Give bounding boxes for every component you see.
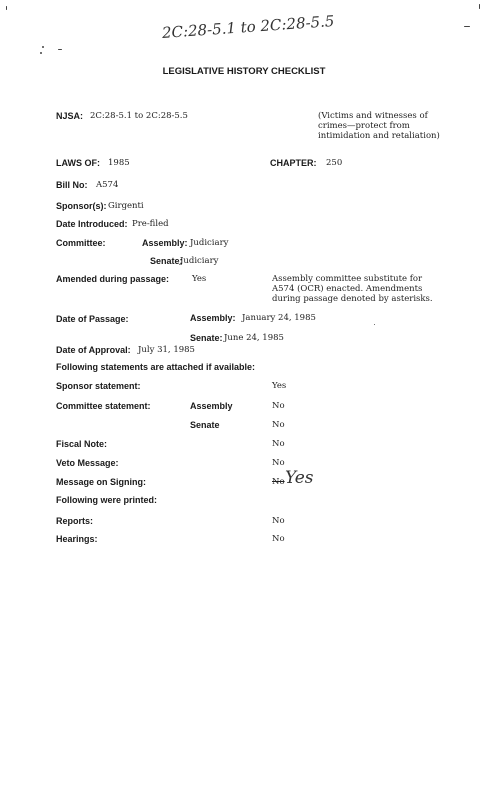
scan-speck: [42, 46, 44, 48]
printed-heading: Following were printed:: [56, 495, 157, 505]
hearings-value: No: [272, 534, 285, 544]
committee-assembly-value: Judiciary: [190, 238, 229, 248]
committee-statement-senate-value: No: [272, 420, 285, 430]
sponsor-statement-label: Sponsor statement:: [56, 381, 141, 391]
message-on-signing-struck-value: No: [272, 477, 285, 487]
scan-speck: [58, 49, 62, 50]
amended-label: Amended during passage:: [56, 274, 170, 284]
veto-message-label: Veto Message:: [56, 458, 119, 468]
sponsors-label: Sponsor(s):: [56, 201, 107, 211]
committee-statement-assembly-value: No: [272, 401, 285, 411]
reports-value: No: [272, 516, 285, 526]
date-introduced-label: Date Introduced:: [56, 219, 128, 229]
hearings-label: Hearings:: [56, 534, 98, 544]
reports-label: Reports:: [56, 516, 94, 526]
laws-of-value: 1985: [108, 158, 130, 168]
handwritten-statute-range: 2C:28-5.1 to 2C:28-5.5: [161, 11, 335, 42]
njsa-label: NJSA:: [56, 111, 84, 121]
amended-value: Yes: [192, 274, 207, 284]
passage-senate-label: Senate:: [190, 333, 223, 343]
njsa-description: (Victims and witnesses of crimes—protect from intimidation and retaliation): [318, 111, 440, 141]
committee-statement-senate-label: Senate: [190, 420, 220, 430]
passage-assembly-value: January 24, 1985: [242, 313, 316, 323]
scan-speck: [40, 52, 42, 54]
committee-assembly-label: Assembly:: [142, 238, 188, 248]
chapter-label: CHAPTER:: [270, 158, 317, 168]
bill-no-label: Bill No:: [56, 180, 88, 190]
committee-statement-label: Committee statement:: [56, 401, 151, 411]
sponsor-statement-value: Yes: [272, 381, 287, 391]
scan-speck: [464, 26, 470, 27]
scan-speck: [6, 6, 7, 10]
committee-senate-value: Judiciary: [180, 256, 219, 266]
amended-note: Assembly committee substitute for A574 (OCR) enacted. Amendments during passage denoted by asterisks.: [272, 274, 433, 304]
fiscal-note-label: Fiscal Note:: [56, 439, 108, 449]
date-introduced-value: Pre-filed: [132, 219, 169, 229]
committee-senate-label: Senate:: [150, 256, 183, 266]
veto-message-value: No: [272, 458, 285, 468]
date-of-passage-label: Date of Passage:: [56, 314, 129, 324]
message-on-signing-handwritten-value: Yes: [285, 468, 314, 488]
date-of-approval-label: Date of Approval:: [56, 345, 131, 355]
scan-speck: [374, 324, 375, 325]
message-on-signing-label: Message on Signing:: [56, 477, 147, 487]
attached-statements-heading: Following statements are attached if available:: [56, 362, 256, 372]
fiscal-note-value: No: [272, 439, 285, 449]
laws-of-label: LAWS OF:: [56, 158, 100, 168]
committee-label: Committee:: [56, 238, 106, 248]
chapter-value: 250: [326, 158, 343, 168]
bill-no-value: A574: [96, 180, 119, 190]
passage-senate-value: June 24, 1985: [224, 333, 284, 343]
scan-speck: [479, 4, 480, 9]
page-title: LEGISLATIVE HISTORY CHECKLIST: [162, 66, 326, 77]
sponsors-value: Girgenti: [108, 201, 144, 211]
passage-assembly-label: Assembly:: [190, 313, 236, 323]
date-of-approval-value: July 31, 1985: [138, 345, 195, 355]
committee-statement-assembly-label: Assembly: [190, 401, 233, 411]
njsa-value: 2C:28-5.1 to 2C:28-5.5: [90, 111, 188, 121]
